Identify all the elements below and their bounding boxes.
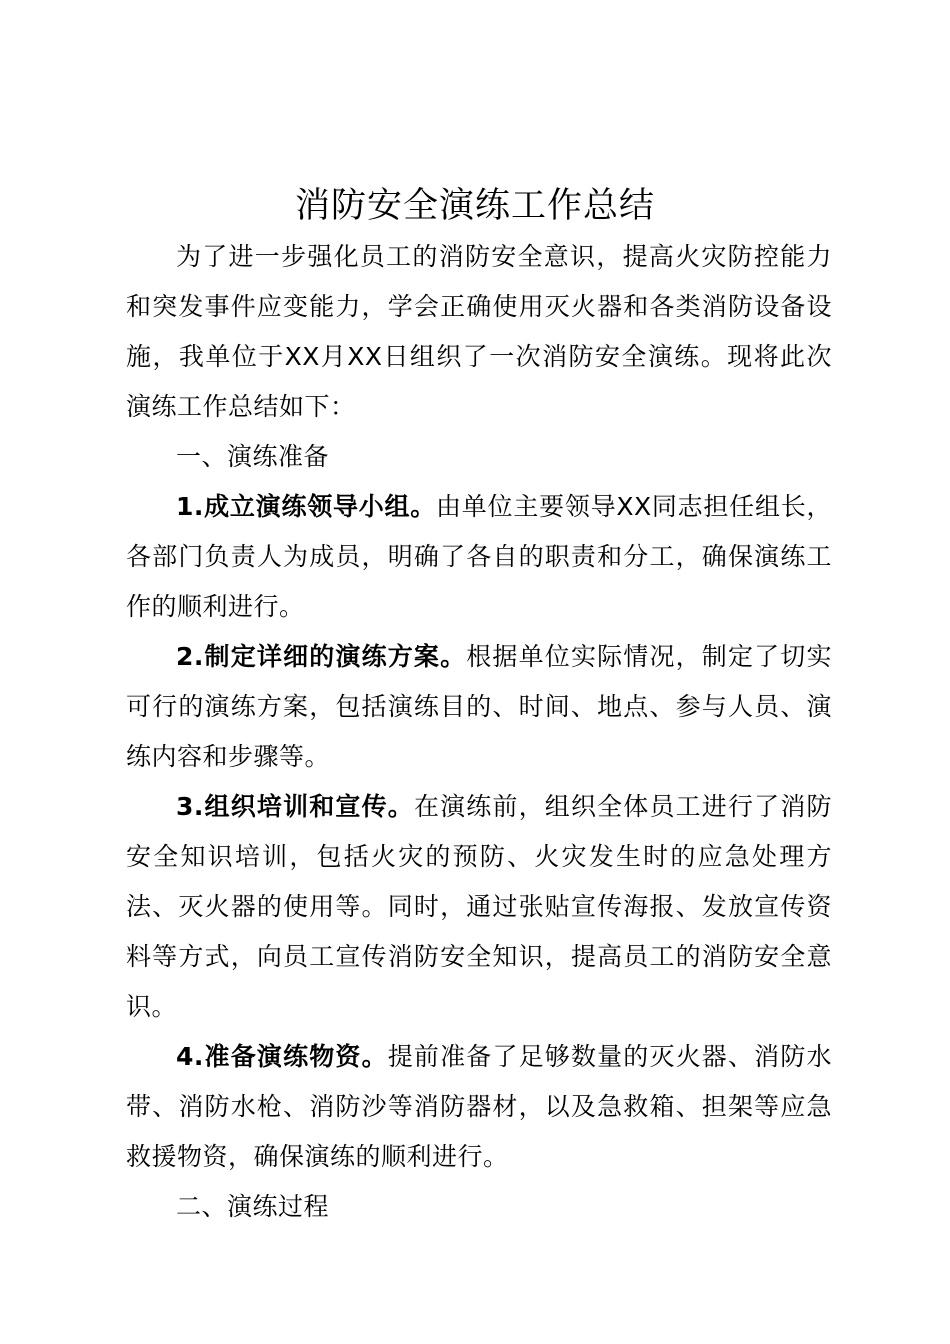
document-title: 消防安全演练工作总结 [294, 186, 655, 226]
document-body [126, 232, 832, 1232]
section-heading-preparation: 一、演练准备 [176, 442, 330, 471]
item-text: 根据单位实际情况，制定了切实可行的演练方案，包括演练目的、时间、地点、参与人员、演练内容和步骤等。 [126, 642, 832, 771]
list-item [126, 632, 832, 782]
item-text: 由单位主要领导XX同志担任组长，各部门负责人为成员，明确了各自的职责和分工，确保演练工作的顺利进行。 [126, 492, 832, 621]
item-lead: 2.制定详细的演练方案。 [176, 642, 467, 671]
list-item [126, 1032, 832, 1182]
item-lead: 3.组织培训和宣传。 [176, 792, 414, 821]
intro-paragraph: 为了进一步强化员工的消防安全意识，提高火灾防控能力和突发事件应变能力，学会正确使用灭火器和各类消防设备设施，我单位于XX月XX日组织了一次消防安全演练。现将此次演练工作总结如下： [126, 242, 832, 421]
item-text: 在演练前，组织全体员工进行了消防安全知识培训，包括火灾的预防、火灾发生时的应急处理方法、灭火器的使用等。同时，通过张贴宣传海报、发放宣传资料等方式，向员工宣传消防安全知识，提高员工的消防安全意识。 [126, 792, 832, 1021]
item-lead: 1.成立演练领导小组。 [176, 492, 437, 521]
list-item [126, 482, 832, 632]
list-item [126, 782, 832, 1032]
item-lead: 4.准备演练物资。 [176, 1042, 388, 1071]
item-text: 提前准备了足够数量的灭火器、消防水带、消防水枪、消防沙等消防器材，以及急救箱、担架等应急救援物资，确保演练的顺利进行。 [126, 1042, 832, 1171]
section-heading-process: 二、演练过程 [176, 1192, 330, 1221]
